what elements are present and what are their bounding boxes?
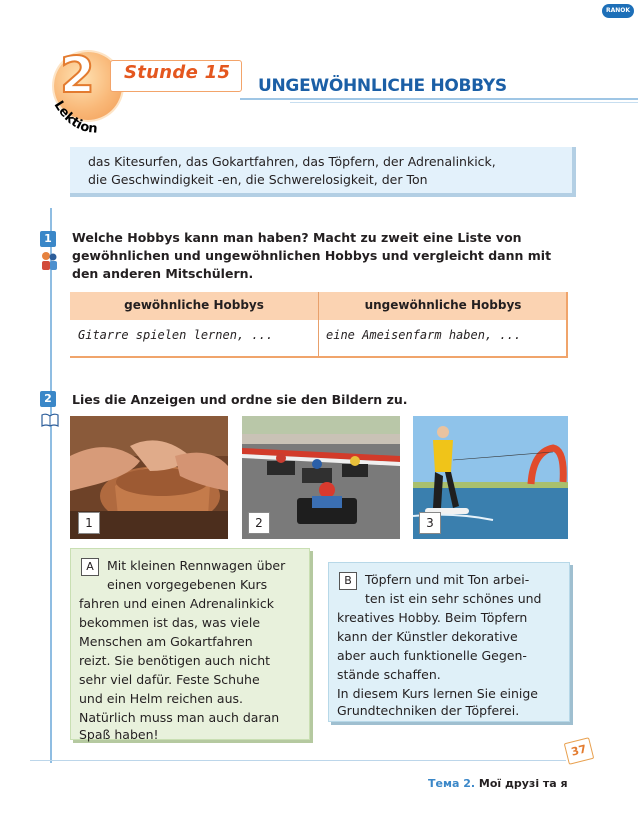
book-icon	[40, 412, 60, 428]
ad-b-line: ten ist ein sehr schönes und	[365, 591, 542, 606]
photo-label-3: 3	[419, 512, 441, 534]
ad-a-line: fahren und einen Adrenalinkick	[79, 596, 274, 611]
ad-a-line: einen vorgegebenen Kurs	[107, 577, 268, 592]
vocabulary-line: das Kitesurfen, das Gokartfahren, das Töpfern, der Adrenalinkick,	[88, 154, 496, 169]
task1-line: Welche Hobbys kann man haben? Macht zu zweit eine Liste von	[72, 230, 522, 245]
lektion-text: Lektion	[50, 98, 99, 137]
footer-topic	[428, 777, 568, 790]
photo-pottery	[70, 416, 228, 539]
photo-gokart	[242, 416, 400, 539]
ad-b-letter: B	[339, 572, 357, 590]
ad-a-line: bekommen ist das, was viele	[79, 615, 261, 630]
footer-topic-label: Тема 2.	[428, 777, 476, 790]
task-number-2: 2	[40, 391, 56, 407]
table-bottom-border	[70, 356, 568, 358]
ad-a-line: und ein Helm reichen aus.	[79, 691, 244, 706]
page-number: 37	[564, 737, 595, 765]
ad-b-line: aber auch funktionelle Gegen-	[337, 648, 527, 663]
stunde-label: Stunde 15	[124, 62, 231, 83]
ad-a-line: Menschen am Gokartfahren	[79, 634, 253, 649]
title-underline	[240, 98, 638, 100]
ad-a-line: reizt. Sie benötigen auch nicht	[79, 653, 271, 668]
ad-b-line: Töpfern und mit Ton arbei-	[365, 572, 530, 587]
ad-b-line: Grundtechniken der Töpferei.	[337, 703, 520, 718]
task1-line: den anderen Mitschülern.	[72, 266, 254, 281]
task2-instructions: Lies die Anzeigen und ordne sie den Bildern zu.	[72, 392, 408, 407]
margin-rule	[50, 208, 52, 763]
publisher-logo: RANOK	[602, 4, 634, 18]
table-header-unusual: ungewöhnliche Hobbys	[364, 298, 522, 312]
svg-text:Lektion	[51, 98, 99, 136]
vocabulary-line: die Geschwindigkeit -en, die Schwerelosigkeit, der Ton	[88, 172, 428, 187]
page-title: UNGEWÖHNLICHE HOBBYS	[258, 76, 507, 96]
ad-b-box	[328, 562, 570, 722]
ad-a-line: Mit kleinen Rennwagen über	[107, 558, 286, 573]
task1-instructions	[72, 229, 572, 283]
task1-line: gewöhnlichen und ungewöhnlichen Hobbys und vergleicht dann mit	[72, 248, 552, 263]
ad-b-line: kann der Künstler dekorative	[337, 629, 518, 644]
ad-b-line: stände schaffen.	[337, 667, 441, 682]
ad-b-line: In diesem Kurs lernen Sie einige	[337, 686, 539, 701]
table-header-common: gewöhnliche Hobbys	[124, 298, 264, 312]
table-cell-unusual: eine Ameisenfarm haben, ...	[326, 328, 522, 342]
ad-b-line: kreatives Hobby. Beim Töpfern	[337, 610, 528, 625]
photo-kitesurf	[413, 416, 568, 539]
table-cell-common: Gitarre spielen lernen, ...	[78, 328, 274, 342]
footer-topic-title: Мої друзі та я	[478, 777, 568, 790]
photo-label-2: 2	[248, 512, 270, 534]
ad-a-line: Spaß haben!	[79, 727, 159, 742]
title-underline-secondary	[290, 102, 638, 103]
ad-a-letter: A	[81, 558, 99, 576]
task-number-1: 1	[40, 231, 56, 247]
pair-work-icon	[40, 250, 58, 272]
footer-rule	[30, 760, 566, 761]
lesson-number: 2	[60, 46, 95, 104]
ad-a-box	[70, 548, 310, 740]
ad-a-line: Natürlich muss man auch daran	[79, 710, 280, 725]
vocabulary-box	[70, 147, 576, 197]
hobby-table	[70, 292, 568, 358]
ad-a-line: sehr viel dafür. Feste Schuhe	[79, 672, 260, 687]
photo-label-1: 1	[78, 512, 100, 534]
